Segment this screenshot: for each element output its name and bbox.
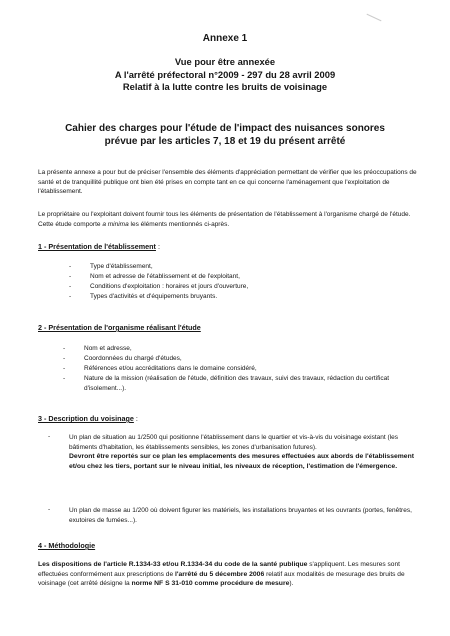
subtitle-block <box>0 122 450 148</box>
section-4-bold-1: Les dispositions de l'article R.1334-33 et/ou R.1334-34 du code de la santé publique <box>38 561 308 568</box>
section-4-text-3: ). <box>289 580 294 588</box>
intro-p2-end: les éléments mentionnés ci-après. <box>128 220 230 228</box>
list-item: - Type d'établissement, <box>69 262 248 272</box>
annexe-title: Annexe 1 <box>202 33 248 44</box>
section-1-title: 1 - Présentation de l'établissement <box>38 242 156 251</box>
list-item: - Nom et adresse, <box>63 344 423 354</box>
section-3-item-1 <box>69 433 422 471</box>
header-line-1: Vue pour être annexée <box>174 56 276 67</box>
section-4-paragraph <box>38 560 422 589</box>
section-1-heading: 1 - Présentation de l'établissement : <box>38 242 160 251</box>
section-2-heading <box>38 323 201 332</box>
section-3-title: 3 - Description du voisinage <box>38 414 134 423</box>
subtitle-line-1: Cahier des charges pour l'étude de l'impact des nuisances sonores <box>65 123 385 134</box>
section-4-title: 4 - Méthodologie <box>38 541 96 550</box>
intro-p2-start: Le propriétaire ou l'exploitant doivent fournir tous les éléments de présentation de l'établissement à l'organisme chargé de l'étude. Cette étude comporte <box>38 211 411 228</box>
section-3-item-1-emphasis: Devront être reportés sur ce plan les emplacements des mesures effectuées aux abords de l'établissement et/ou chez les tiers, portant sur le niveau initial, les niveaux de réception, l'estimation de l'émergence. <box>69 453 415 470</box>
section-2-title: 2 - Présentation de l'organisme réalisant l'étude <box>38 323 201 332</box>
section-4-bold-3: norme NF S 31-010 comme procédure de mesure <box>131 580 290 588</box>
bullet-dash: - <box>48 433 51 440</box>
list-item: - Nature de la mission (réalisation de l'étude, définition des travaux, suivi des travaux, rédaction du certificat d'isolement...). <box>63 374 423 394</box>
intro-p2-minima: a minima <box>102 220 129 228</box>
subtitle-line-2: prévue par les articles 7, 18 et 19 du présent arrêté <box>104 136 346 147</box>
header-line-3: Relatif à la lutte contre les bruits de voisinage <box>122 81 328 92</box>
list-item: - Types d'activités et d'équipements bruyants. <box>69 292 248 302</box>
list-item: - Conditions d'exploitation : horaires et jours d'ouverture, <box>69 282 248 292</box>
bullet-dash: - <box>48 506 51 513</box>
header-line-2: A l'arrêté préfectoral n°2009 - 297 du 28 avril 2009 <box>114 68 336 80</box>
section-4-text-1: s'appliquent. Les mesures sont effectuées conformément aux prescriptions de <box>38 561 400 578</box>
section-2-list <box>63 344 423 394</box>
scan-mark <box>367 14 382 22</box>
section-1-list <box>69 262 248 302</box>
section-4-heading <box>38 541 95 550</box>
section-3-item-2: Un plan de masse au 1/200 où doivent figurer les matériels, les installations bruyantes et les ouvrants (portes, fenêtres, exutoires de fumées...). <box>69 507 412 524</box>
intro-paragraph-1: La présente annexe a pour but de préciser l'ensemble des éléments d'appréciation permettant de vérifier que les préoccupations de santé et de tranquillité publique ont bien été prises en compte tant en ce qui concerne l'aménagement que l'exploitation de l'établissement. <box>38 169 417 196</box>
section-4-text-2: relatif aux modalités de mesurage des bruits de voisinage (cet arrêté désigne la <box>38 570 405 588</box>
section-3-heading: 3 - Description du voisinage : <box>38 414 138 423</box>
list-item: - Coordonnées du chargé d'études, <box>63 354 423 364</box>
list-item: - Références et/ou accréditations dans le domaine considéré, <box>63 364 423 374</box>
intro-paragraph-2 <box>38 210 422 229</box>
section-3-item-1-text: Un plan de situation au 1/2500 qui positionne l'établissement dans le quartier et vis-à-vis du voisinage existant (les bâtiments d'habitation, les établissements sensibles, les zones d'urbanisation futures). <box>69 434 398 451</box>
section-4-bold-2: l'arrêté du 5 décembre 2006 <box>174 570 265 578</box>
header-block <box>0 56 450 94</box>
list-item: - Nom et adresse de l'établissement et de l'exploitant, <box>69 272 248 282</box>
